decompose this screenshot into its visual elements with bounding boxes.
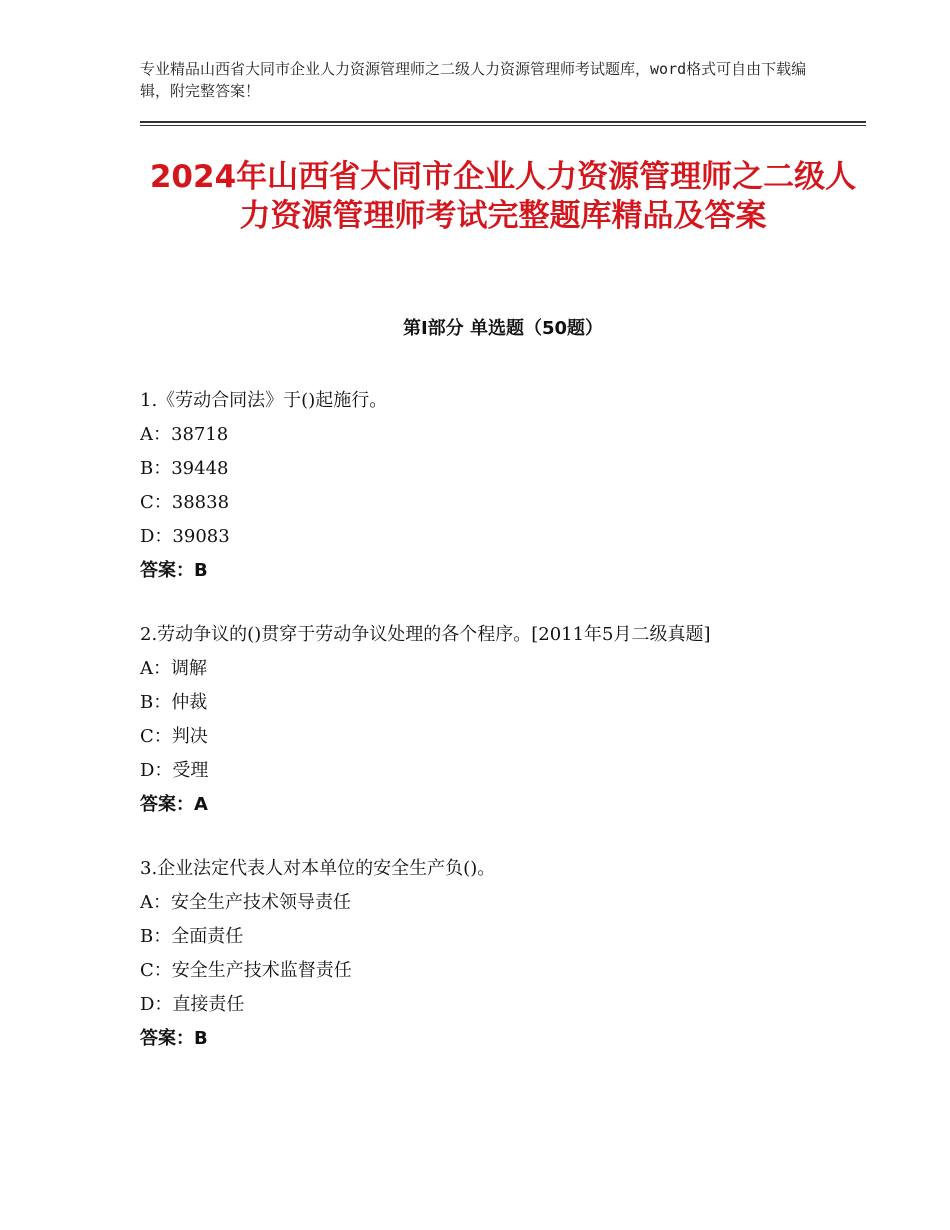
question-1 bbox=[140, 384, 820, 588]
option-c: C：判决 bbox=[140, 726, 208, 747]
header-note: 专业精品山西省大同市企业人力资源管理师之二级人力资源管理师考试题库，word格式可自由下载编辑，附完整答案！ bbox=[140, 60, 807, 100]
option-a: A：调解 bbox=[140, 658, 207, 679]
question-text: 3.企业法定代表人对本单位的安全生产负()。 bbox=[140, 858, 496, 879]
answer: 答案：A bbox=[140, 794, 208, 815]
option-d: D：受理 bbox=[140, 760, 209, 781]
question-list bbox=[140, 384, 820, 1086]
question-text: 1.《劳动合同法》于()起施行。 bbox=[140, 390, 388, 411]
header-rule bbox=[140, 121, 866, 123]
section-heading: 第Ⅰ部分 单选题（50题） bbox=[402, 318, 603, 339]
header-rule-thin bbox=[140, 125, 866, 126]
question-text: 2.劳动争议的()贯穿于劳动争议处理的各个程序。[2011年5月二级真题] bbox=[140, 624, 711, 645]
option-d: D：直接责任 bbox=[140, 994, 245, 1015]
option-a: A：安全生产技术领导责任 bbox=[140, 892, 351, 913]
answer: 答案：B bbox=[140, 560, 208, 581]
option-c: C：安全生产技术监督责任 bbox=[140, 960, 352, 981]
option-d: D：39083 bbox=[140, 526, 230, 547]
option-b: B：全面责任 bbox=[140, 926, 244, 947]
answer: 答案：B bbox=[140, 1028, 208, 1049]
option-a: A：38718 bbox=[140, 424, 229, 445]
option-b: B：39448 bbox=[140, 458, 229, 479]
question-3 bbox=[140, 852, 820, 1056]
option-b: B：仲裁 bbox=[140, 692, 208, 713]
option-c: C：38838 bbox=[140, 492, 230, 513]
question-2 bbox=[140, 618, 820, 822]
document-title: 2024年山西省大同市企业人力资源管理师之二级人力资源管理师考试完整题库精品及答案 bbox=[149, 159, 857, 234]
